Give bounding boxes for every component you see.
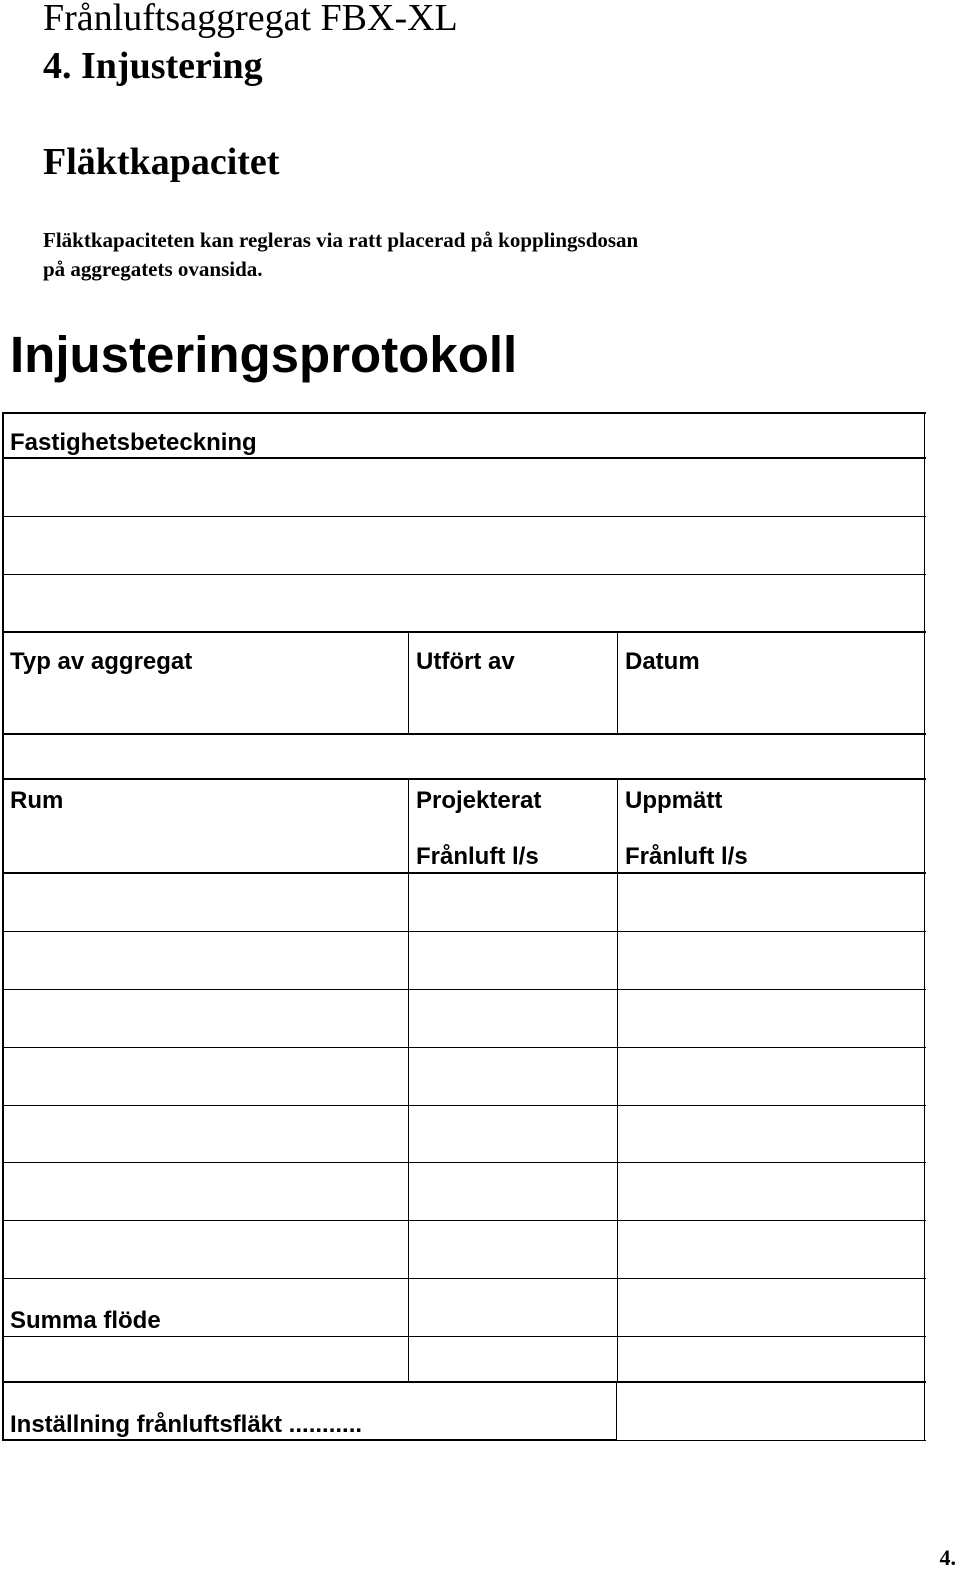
sum-flow-label: Summa flöde xyxy=(10,1307,161,1334)
form-line xyxy=(616,1381,617,1440)
form-line xyxy=(2,457,926,459)
property-label: Fastighetsbeteckning xyxy=(10,429,257,456)
form-line xyxy=(2,412,926,414)
measured-unit-label: Frånluft l/s xyxy=(625,843,748,870)
form-line xyxy=(2,1047,926,1048)
document-title: Frånluftsaggregat FBX-XL xyxy=(43,0,458,39)
form-line xyxy=(408,631,409,733)
body-text-line-1: Fläktkapaciteten kan regleras via ratt placerad på kopplingsdosan xyxy=(43,228,639,252)
form-line xyxy=(2,778,926,780)
projected-unit-label: Frånluft l/s xyxy=(416,843,539,870)
projected-label: Projekterat xyxy=(416,787,542,814)
form-line xyxy=(2,989,926,990)
form-line xyxy=(2,1439,616,1441)
form-line xyxy=(2,412,4,1441)
room-label: Rum xyxy=(10,787,64,814)
form-line xyxy=(2,733,926,735)
form-line xyxy=(617,631,618,733)
body-text-line-2: på aggregatets ovansida. xyxy=(43,257,263,281)
form-line xyxy=(2,631,926,633)
measured-label: Uppmätt xyxy=(625,787,723,814)
date-label: Datum xyxy=(625,648,700,675)
page-number: 4. xyxy=(939,1545,956,1570)
form-line xyxy=(2,1220,926,1221)
form-line xyxy=(2,1336,926,1337)
section-heading: 4. Injustering xyxy=(43,45,263,87)
form-line xyxy=(2,1162,926,1163)
form-line xyxy=(2,931,926,932)
unit-type-label: Typ av aggregat xyxy=(10,648,193,675)
form-line xyxy=(616,1440,926,1441)
form-line xyxy=(408,778,409,1381)
protocol-title: Injusteringsprotokoll xyxy=(10,326,518,383)
form-line xyxy=(2,1278,926,1279)
form-line xyxy=(2,1381,926,1383)
form-line xyxy=(2,1105,926,1106)
form-line xyxy=(2,574,926,575)
form-line xyxy=(924,412,925,1441)
form-line xyxy=(2,872,926,874)
performed-by-label: Utfört av xyxy=(416,648,515,675)
form-line xyxy=(617,778,618,1381)
fan-setting-label: Inställning frånluftsfläkt ........... xyxy=(10,1411,363,1438)
subsection-heading: Fläktkapacitet xyxy=(43,141,280,183)
form-line xyxy=(2,516,926,517)
